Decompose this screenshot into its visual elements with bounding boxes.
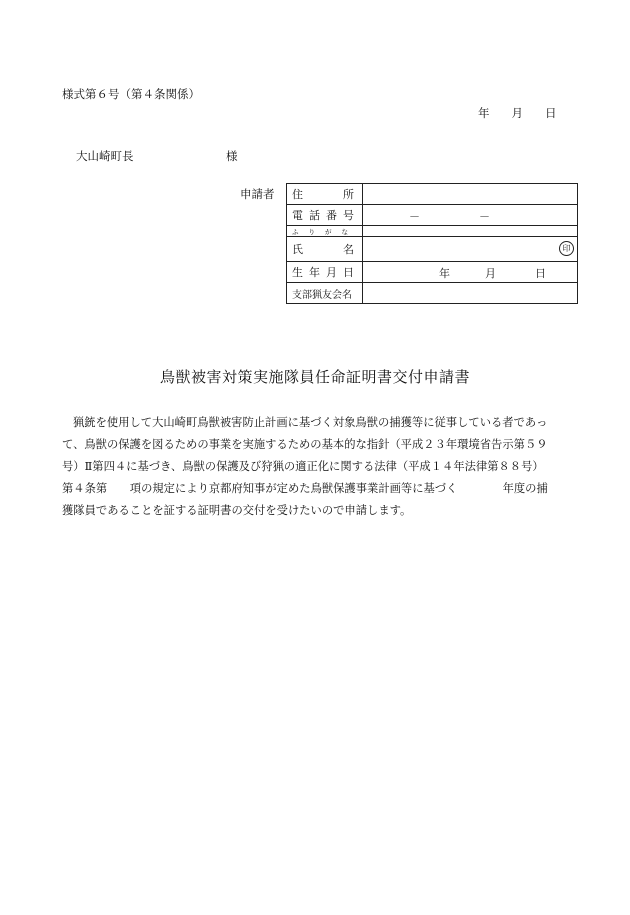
- furigana-label-cell: [287, 226, 363, 237]
- form-number: 様式第６号（第４条関係）: [62, 87, 200, 101]
- phone-label-cell: [287, 205, 363, 226]
- application-body: [62, 412, 572, 522]
- phone-field[interactable]: [363, 205, 578, 226]
- date-day-label: 日: [545, 106, 557, 120]
- applicant-info-table: [286, 183, 578, 304]
- birthdate-label: 生 年 月 日: [292, 266, 354, 279]
- application-date: [478, 105, 557, 121]
- birth-day-label: 日: [535, 267, 546, 280]
- body-line-5: 獲隊員であることを証する証明書の交付を受けたいので申請します。: [62, 504, 412, 517]
- body-line-2: て、鳥獣の保護を図るための事業を実施するための基本的な指針（平成２３年環境省告示第５９: [62, 438, 548, 451]
- address-label-cell: [287, 184, 363, 205]
- branch-field[interactable]: [363, 283, 578, 304]
- address-field[interactable]: [363, 184, 578, 205]
- name-field[interactable]: [363, 237, 578, 262]
- furigana-row: [287, 226, 578, 237]
- seal-mark: 印: [559, 241, 574, 256]
- body-line-3: 号）Ⅱ第四４に基づき、鳥獣の保護及び狩猟の適正化に関する法律（平成１４年法律第８８号）: [62, 460, 544, 473]
- date-year-label: 年: [478, 106, 490, 120]
- name-label-cell: [287, 237, 363, 262]
- furigana-field[interactable]: [363, 226, 578, 237]
- branch-row: [287, 283, 578, 304]
- phone-row: [287, 205, 578, 226]
- birthdate-row: [287, 262, 578, 283]
- branch-label: 支部猟友会名: [287, 283, 363, 304]
- date-month-label: 月: [511, 106, 523, 120]
- birth-month-label: 月: [485, 267, 496, 280]
- applicant-label: 申請者: [240, 187, 275, 201]
- honorific: 様: [226, 149, 238, 163]
- phone-dash-1: －: [409, 210, 420, 223]
- body-line-1: 猟銃を使用して大山崎町鳥獣被害防止計画に基づく対象鳥獣の捕獲等に従事している者であっ: [73, 416, 548, 429]
- body-line-4: 第４条第 項の規定により京都府知事が定めた鳥獣保護事業計画等に基づく 年度の捕: [62, 482, 548, 495]
- birthdate-field[interactable]: [363, 262, 578, 283]
- phone-label: 電 話 番 号: [292, 209, 354, 222]
- phone-dash-2: －: [479, 210, 490, 223]
- name-label: 氏 名: [292, 243, 354, 256]
- birthdate-label-cell: [287, 262, 363, 283]
- birth-year-label: 年: [439, 267, 450, 280]
- address-row: [287, 184, 578, 205]
- addressee: 大山崎町長: [76, 149, 134, 163]
- furigana-label: ふ り が な: [292, 227, 348, 236]
- address-label: 住 所: [292, 188, 354, 201]
- document-title: 鳥獣被害対策実施隊員任命証明書交付申請書: [159, 368, 470, 386]
- name-row: [287, 237, 578, 262]
